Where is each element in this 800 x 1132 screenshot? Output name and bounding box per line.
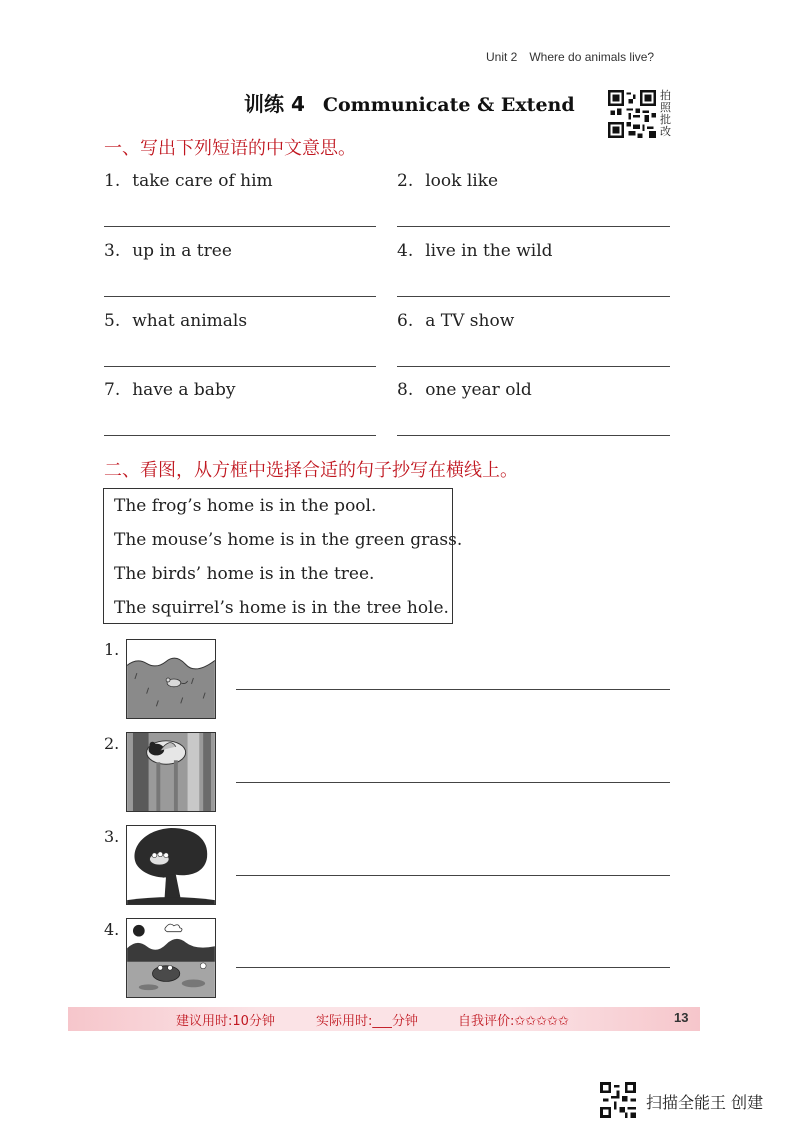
answer-line[interactable] (397, 226, 670, 227)
answer-line[interactable] (236, 689, 670, 690)
phrase-item: 2. look like (397, 171, 499, 191)
suggested-time: 建议用时:10分钟 (176, 1014, 275, 1029)
answer-line[interactable] (236, 967, 670, 968)
unit-topic: Where do animals live? (529, 50, 655, 64)
answer-line[interactable] (397, 435, 670, 436)
phrase-item: 8. one year old (397, 380, 532, 400)
actual-time: 实际用时:___分钟 (316, 1014, 418, 1029)
scanner-qr-icon (600, 1082, 636, 1118)
sentence-option: The mouse’s home is in the green grass. (114, 530, 463, 550)
picture-number: 3. (104, 827, 120, 846)
sentence-box (103, 488, 463, 624)
sentence-option: The birds’ home is in the tree. (114, 564, 375, 584)
phrase-item: 4. live in the wild (397, 241, 553, 261)
phrase-item: 6. a TV show (397, 311, 515, 331)
answer-line[interactable] (236, 782, 670, 783)
answer-line[interactable] (104, 226, 376, 227)
section1-heading: 一、写出下列短语的中文意思。 (104, 138, 356, 159)
answer-line[interactable] (397, 366, 670, 367)
picture-number: 4. (104, 920, 120, 939)
unit-header (486, 50, 654, 64)
picture-number: 2. (104, 734, 120, 753)
page-number: 13 (674, 1010, 689, 1025)
answer-line[interactable] (104, 366, 376, 367)
qr-code-icon[interactable] (608, 90, 656, 138)
squirrel-in-tree-hole-picture (126, 732, 216, 812)
scanner-watermark-text: 扫描全能王 创建 (646, 1093, 764, 1112)
mouse-in-grass-picture (126, 639, 216, 719)
phrase-item: 7. have a baby (104, 380, 236, 400)
section2-heading: 二、看图，从方框中选择合适的句子抄写在横线上。 (104, 460, 518, 481)
birds-in-tree-picture (126, 825, 216, 905)
answer-line[interactable] (104, 296, 376, 297)
title-main: 训练 4 (244, 92, 305, 116)
qr-label: 拍照批改 (660, 89, 671, 138)
unit-label: Unit 2 (486, 50, 518, 64)
phrase-item: 5. what animals (104, 311, 248, 331)
phrase-item: 3. up in a tree (104, 241, 232, 261)
answer-line[interactable] (397, 296, 670, 297)
page-title (244, 88, 575, 117)
frog-by-pool-picture (126, 918, 216, 998)
phrase-item: 1. take care of him (104, 171, 273, 191)
title-sub: Communicate & Extend (322, 94, 575, 116)
answer-line[interactable] (104, 435, 376, 436)
picture-number: 1. (104, 640, 120, 659)
sentence-option: The squirrel’s home is in the tree hole. (114, 598, 449, 618)
sentence-option: The frog’s home is in the pool. (114, 496, 377, 516)
answer-line[interactable] (236, 875, 670, 876)
self-evaluation: 自我评价:✩✩✩✩✩ (458, 1014, 569, 1029)
